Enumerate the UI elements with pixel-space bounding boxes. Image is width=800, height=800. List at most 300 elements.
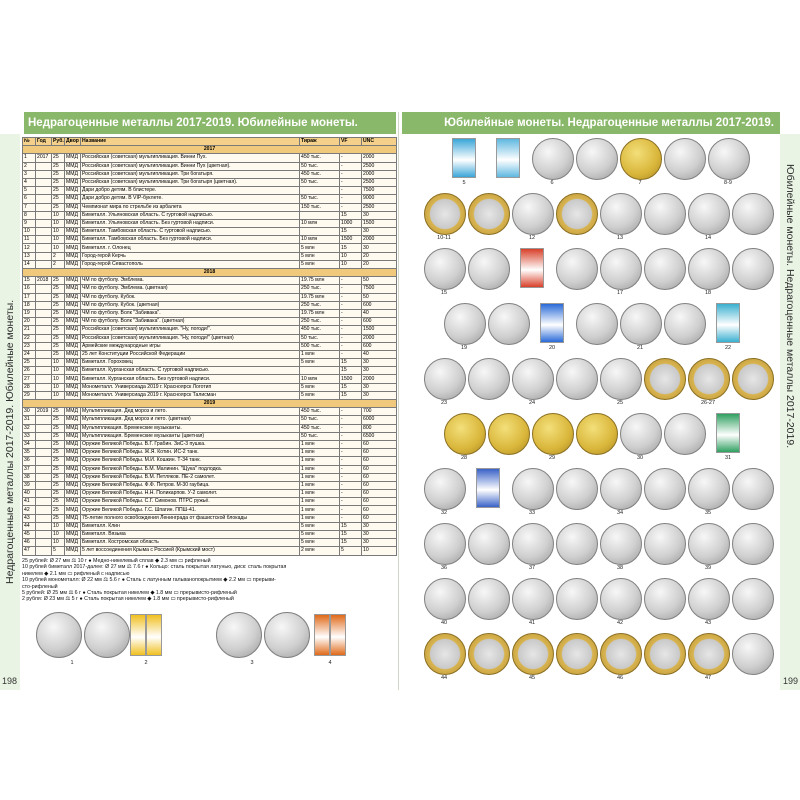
silver-coin-image	[664, 138, 706, 180]
table-cell: 25	[52, 285, 65, 293]
silver-coin-image	[732, 578, 774, 620]
coin-number-label: 12	[528, 235, 536, 241]
table-cell	[36, 539, 52, 547]
coin-packaging-image	[496, 138, 520, 178]
left-page	[0, 112, 399, 690]
table-cell: -	[340, 318, 362, 326]
table-cell	[300, 211, 340, 219]
silver-coin-image	[424, 248, 466, 290]
table-cell: 23	[23, 342, 36, 350]
table-cell: 7500	[362, 187, 397, 195]
silver-coin-image	[556, 358, 598, 400]
table-cell	[36, 236, 52, 244]
table-cell	[36, 350, 52, 358]
table-cell: 30	[362, 391, 397, 399]
table-cell: 60	[362, 449, 397, 457]
coin-number-label: 33	[528, 510, 536, 516]
table-cell: ММД	[65, 211, 81, 219]
table-cell: 600	[362, 301, 397, 309]
brass-coin-image	[532, 413, 574, 455]
bimetal-coin-image	[512, 633, 554, 675]
silver-coin-image	[84, 612, 130, 658]
coin-number-label: 28	[460, 455, 468, 461]
coin-number-label: 31	[724, 455, 732, 461]
table-row	[23, 350, 397, 358]
table-cell: ММД	[65, 432, 81, 440]
table-cell: 25	[52, 162, 65, 170]
coin-number-label: 41	[528, 620, 536, 626]
table-cell: 30	[23, 408, 36, 416]
table-cell: 15	[340, 244, 362, 252]
table-row	[23, 539, 397, 547]
table-cell: ММД	[65, 260, 81, 268]
table-cell	[36, 162, 52, 170]
table-cell: 21	[23, 326, 36, 334]
table-cell: 10	[52, 367, 65, 375]
table-cell: 60	[362, 490, 397, 498]
table-cell: 15	[340, 383, 362, 391]
coin-number-label: 36	[440, 565, 448, 571]
table-cell: 10	[52, 383, 65, 391]
bimetal-coin-image	[644, 633, 686, 675]
table-row	[23, 408, 397, 416]
year-label: 2019	[23, 400, 397, 408]
table-row	[23, 432, 397, 440]
spec-note: 10 рублей монометалл: Ø 22 мм ⚖ 5.6 г ● Сталь с латунным гальванопокрытием ◆ 2.2 мм ▭ прерыви-	[22, 577, 276, 584]
table-cell: 11	[23, 236, 36, 244]
table-cell	[36, 547, 52, 555]
table-cell: 10	[340, 252, 362, 260]
table-cell	[36, 301, 52, 309]
table-cell: 250 тыс.	[300, 285, 340, 293]
table-cell: Биметалл. Курганская область. Без гуртовой надписи.	[81, 375, 300, 383]
table-cell: 34	[23, 440, 36, 448]
table-cell: ММД	[65, 154, 81, 162]
table-cell: 60	[362, 506, 397, 514]
table-cell: -	[340, 449, 362, 457]
coin-number-label: 8-9	[724, 180, 732, 186]
spec-note: никелем ◆ 2.1 мм ▭ рифленый с надписью	[22, 570, 130, 577]
table-cell: 35	[23, 449, 36, 457]
table-cell	[36, 260, 52, 268]
table-cell: 600	[362, 342, 397, 350]
table-cell: 42	[23, 506, 36, 514]
table-row	[23, 416, 397, 424]
table-row	[23, 440, 397, 448]
table-cell: 25	[52, 293, 65, 301]
brass-coin-image	[444, 413, 486, 455]
silver-coin-image	[424, 523, 466, 565]
table-cell: 60	[362, 481, 397, 489]
table-row	[23, 301, 397, 309]
table-cell: 43	[23, 514, 36, 522]
coin-packaging-image	[520, 248, 544, 288]
table-cell: 2018	[36, 277, 52, 285]
table-cell: 27	[23, 375, 36, 383]
table-cell: ММД	[65, 449, 81, 457]
table-cell	[36, 252, 52, 260]
coin-number-label: 45	[528, 675, 536, 681]
table-cell: Биметалл. Ульяновская область. С гуртовой надписью.	[81, 211, 300, 219]
table-cell	[300, 228, 340, 236]
table-cell: 2	[52, 252, 65, 260]
coin-packaging-image	[330, 614, 346, 656]
illustration-label: 3	[250, 660, 254, 666]
table-cell: 47	[23, 547, 36, 555]
table-cell: 19.75 млн	[300, 293, 340, 301]
table-row	[23, 154, 397, 162]
silver-coin-image	[512, 468, 554, 510]
silver-coin-image	[532, 138, 574, 180]
table-cell: 28	[23, 383, 36, 391]
table-header-cell: Двор	[66, 138, 79, 145]
table-cell: ММД	[65, 457, 81, 465]
table-cell: 1 млн	[300, 440, 340, 448]
table-cell: Российская (советская) мультипликация. "Ну, погоди!".	[81, 326, 300, 334]
table-cell	[36, 432, 52, 440]
table-cell: 12	[23, 244, 36, 252]
table-cell: 250 тыс.	[300, 301, 340, 309]
table-cell: 25	[52, 473, 65, 481]
silver-coin-image	[468, 578, 510, 620]
bimetal-coin-image	[688, 358, 730, 400]
table-cell: 22	[23, 334, 36, 342]
spec-note: 2 рубля: Ø 23 мм ⚖ 5 г ● Сталь покрытая никелем ◆ 1.8 мм ▭ прерывисто-рифленый	[22, 596, 234, 603]
table-cell: 10	[52, 522, 65, 530]
table-cell: 1 млн	[300, 350, 340, 358]
year-section-row	[23, 269, 397, 277]
table-cell	[36, 187, 52, 195]
silver-coin-image	[600, 578, 642, 620]
table-row	[23, 244, 397, 252]
table-cell	[36, 531, 52, 539]
spec-note: сто-рифленый	[22, 583, 58, 590]
table-cell: 15	[340, 367, 362, 375]
table-cell: -	[340, 195, 362, 203]
year-label: 2017	[23, 146, 397, 154]
table-cell	[36, 506, 52, 514]
table-cell: 5 млн	[300, 539, 340, 547]
table-cell	[36, 457, 52, 465]
table-cell: 5 млн	[300, 391, 340, 399]
table-cell: ММД	[65, 162, 81, 170]
table-cell: 8	[23, 211, 36, 219]
table-cell: 5 млн	[300, 522, 340, 530]
table-cell: 16	[23, 285, 36, 293]
table-cell: ММД	[65, 416, 81, 424]
table-row	[23, 326, 397, 334]
table-cell: -	[340, 285, 362, 293]
year-section-row	[23, 400, 397, 408]
table-cell: Мультипликация. Дед мороз и лето. (цветная)	[81, 416, 300, 424]
table-cell: 5 млн	[300, 252, 340, 260]
table-cell: ММД	[65, 301, 81, 309]
table-row	[23, 236, 397, 244]
silver-coin-image	[732, 633, 774, 675]
silver-coin-image	[556, 523, 598, 565]
table-cell: Российская (советская) мультипликация. Три богатыря (цветная).	[81, 178, 300, 186]
table-cell	[36, 293, 52, 301]
table-cell: Город-герой Севастополь	[81, 260, 300, 268]
table-cell: 3	[23, 170, 36, 178]
table-cell	[36, 522, 52, 530]
table-cell: 50 тыс.	[300, 432, 340, 440]
table-cell: 25	[52, 203, 65, 211]
table-cell: 25	[52, 440, 65, 448]
table-row	[23, 170, 397, 178]
table-cell: Российская (советская) мультипликация. Винни Пух.	[81, 154, 300, 162]
coin-specs-notes	[22, 558, 394, 603]
table-cell: Оружие Великой Победы. Ж.Я. Котин. ИС-2 танк.	[81, 449, 300, 457]
table-cell: -	[340, 490, 362, 498]
table-cell: 10	[52, 244, 65, 252]
table-cell: 29	[23, 391, 36, 399]
table-cell: ММД	[65, 326, 81, 334]
silver-coin-image	[424, 578, 466, 620]
coin-number-label: 7	[638, 180, 642, 186]
table-cell: 10	[52, 391, 65, 399]
table-cell: 10	[52, 211, 65, 219]
left-page-header: Недрагоценные металлы 2017-2019. Юбилейные монеты.	[24, 112, 396, 134]
table-cell	[36, 342, 52, 350]
table-cell: 7	[23, 203, 36, 211]
silver-coin-image	[600, 358, 642, 400]
table-cell: Российская (советская) мультипликация. Три богатыря.	[81, 170, 300, 178]
table-row	[23, 490, 397, 498]
table-cell: 2500	[362, 203, 397, 211]
table-cell: 30	[362, 359, 397, 367]
table-cell: 15	[340, 539, 362, 547]
table-cell: ММД	[65, 440, 81, 448]
table-cell: ЧМ по футболу. Эмблема.	[81, 277, 300, 285]
silver-coin-image	[688, 248, 730, 290]
table-cell: 15	[340, 531, 362, 539]
table-cell: Мультипликация. Дед мороз и лето.	[81, 408, 300, 416]
coin-number-label: 35	[704, 510, 712, 516]
table-row	[23, 252, 397, 260]
table-cell: 25	[52, 301, 65, 309]
table-cell: ММД	[65, 375, 81, 383]
table-cell: ММД	[65, 531, 81, 539]
table-cell: ММД	[65, 309, 81, 317]
table-cell: ММД	[65, 350, 81, 358]
table-cell: 9	[23, 219, 36, 227]
table-cell: 20	[23, 318, 36, 326]
table-cell: 25	[23, 359, 36, 367]
table-cell: 5	[52, 547, 65, 555]
table-cell: 2019	[36, 408, 52, 416]
table-cell: 4	[23, 178, 36, 186]
bimetal-coin-image	[556, 193, 598, 235]
table-cell: 25	[52, 195, 65, 203]
table-cell: Биметалл. Курганская область. С гуртовой надписью.	[81, 367, 300, 375]
table-header-row	[23, 138, 397, 146]
table-cell: 25	[52, 350, 65, 358]
table-cell: 60	[362, 457, 397, 465]
table-cell: 5	[23, 187, 36, 195]
table-cell: -	[340, 481, 362, 489]
silver-coin-image	[688, 468, 730, 510]
table-row	[23, 522, 397, 530]
table-cell: 40	[362, 350, 397, 358]
right-page-header: Юбилейные монеты. Недрагоценные металлы 2017-2019.	[402, 112, 780, 134]
coin-number-label: 20	[548, 345, 556, 351]
table-cell: -	[340, 162, 362, 170]
table-cell: 25	[52, 465, 65, 473]
coin-number-label: 34	[616, 510, 624, 516]
table-cell: 24	[23, 350, 36, 358]
table-row	[23, 334, 397, 342]
table-cell: ММД	[65, 391, 81, 399]
coin-packaging-image	[476, 468, 500, 508]
bimetal-coin-image	[732, 358, 774, 400]
table-cell: ММД	[65, 195, 81, 203]
table-cell: 19.75 млн	[300, 277, 340, 285]
coin-number-label: 23	[440, 400, 448, 406]
table-cell: 450 тыс.	[300, 170, 340, 178]
table-cell: 800	[362, 424, 397, 432]
spec-note: 5 рублей: Ø 25 мм ⚖ 6 г ● Сталь покрытая никелем ◆ 1.8 мм ▭ прерывисто-рифленый	[22, 590, 237, 597]
table-cell: 25	[52, 178, 65, 186]
silver-coin-image	[512, 578, 554, 620]
table-cell	[36, 391, 52, 399]
table-cell	[36, 178, 52, 186]
table-cell: 10	[340, 260, 362, 268]
table-cell: 1 млн	[300, 457, 340, 465]
table-cell: 60	[362, 514, 397, 522]
silver-coin-image	[688, 193, 730, 235]
table-cell: 10	[52, 539, 65, 547]
page-number-right: 199	[782, 676, 798, 686]
table-cell: ММД	[65, 187, 81, 195]
table-cell: -	[340, 342, 362, 350]
bimetal-coin-image	[556, 633, 598, 675]
table-cell: 36	[23, 457, 36, 465]
table-cell: ММД	[65, 490, 81, 498]
table-cell: -	[340, 506, 362, 514]
coin-number-label: 29	[548, 455, 556, 461]
bimetal-coin-image	[468, 193, 510, 235]
coin-packaging-image	[314, 614, 330, 656]
table-cell: 2000	[362, 375, 397, 383]
table-cell: 2	[23, 162, 36, 170]
table-cell: -	[340, 440, 362, 448]
left-side-strip	[0, 134, 20, 690]
silver-coin-image	[732, 248, 774, 290]
coin-photo-grid	[422, 136, 778, 688]
table-cell	[36, 219, 52, 227]
table-cell: 2	[52, 260, 65, 268]
table-cell: 25	[52, 309, 65, 317]
table-cell	[36, 318, 52, 326]
table-cell: 1	[23, 154, 36, 162]
table-cell	[36, 498, 52, 506]
table-cell: -	[340, 457, 362, 465]
table-cell: -	[340, 424, 362, 432]
table-cell: 60	[362, 498, 397, 506]
table-cell: Биметалл. г. Олонец	[81, 244, 300, 252]
table-cell	[36, 211, 52, 219]
table-cell: 2500	[362, 162, 397, 170]
silver-coin-image	[644, 248, 686, 290]
coin-number-label: 47	[704, 675, 712, 681]
table-cell: Мультипликация. Бременские музыканты.	[81, 424, 300, 432]
table-row	[23, 481, 397, 489]
table-cell: 13	[23, 252, 36, 260]
silver-coin-image	[644, 193, 686, 235]
table-cell: 50 тыс.	[300, 162, 340, 170]
table-cell: ММД	[65, 359, 81, 367]
coin-number-label: 37	[528, 565, 536, 571]
silver-coin-image	[264, 612, 310, 658]
table-cell: 6000	[362, 416, 397, 424]
bimetal-coin-image	[644, 358, 686, 400]
table-cell	[300, 187, 340, 195]
coin-number-label: 10-11	[437, 235, 451, 241]
table-header-cell: VF	[340, 138, 362, 146]
year-label: 2018	[23, 269, 397, 277]
table-cell	[36, 367, 52, 375]
coin-catalog-table	[22, 137, 397, 556]
coin-number-label: 24	[528, 400, 536, 406]
coin-number-label: 6	[550, 180, 554, 186]
bimetal-coin-image	[424, 633, 466, 675]
table-cell: ММД	[65, 367, 81, 375]
table-cell: Биметалл. Гороховец	[81, 359, 300, 367]
coin-number-label: 5	[462, 180, 466, 186]
silver-coin-image	[468, 248, 510, 290]
table-cell: 45	[23, 531, 36, 539]
table-cell: Биметалл. Клин	[81, 522, 300, 530]
table-cell: -	[340, 465, 362, 473]
coin-packaging-image	[130, 614, 146, 656]
coin-packaging-image	[716, 413, 740, 453]
coin-packaging-image	[146, 614, 162, 656]
table-cell	[36, 334, 52, 342]
table-cell: 2 млн	[300, 547, 340, 555]
silver-coin-image	[424, 468, 466, 510]
table-cell: ЧМ по футболу. Кубок.	[81, 293, 300, 301]
table-cell: 1 млн	[300, 473, 340, 481]
table-cell: -	[340, 408, 362, 416]
table-cell: 1500	[340, 236, 362, 244]
table-cell: -	[340, 293, 362, 301]
table-cell: 10	[52, 228, 65, 236]
silver-coin-image	[664, 413, 706, 455]
table-cell: 150 тыс.	[300, 203, 340, 211]
table-row	[23, 383, 397, 391]
coin-packaging-image	[540, 303, 564, 343]
table-header-cell: UNC	[362, 138, 397, 146]
table-row	[23, 285, 397, 293]
table-cell: ММД	[65, 277, 81, 285]
table-cell: 18	[23, 301, 36, 309]
table-cell: 10	[52, 375, 65, 383]
silver-coin-image	[468, 358, 510, 400]
table-cell: -	[340, 170, 362, 178]
table-cell: 25	[52, 449, 65, 457]
table-cell: 15	[23, 277, 36, 285]
table-cell: ММД	[65, 539, 81, 547]
table-cell: 50 тыс.	[300, 178, 340, 186]
table-row	[23, 531, 397, 539]
silver-coin-image	[644, 523, 686, 565]
table-cell: 5 лет воссоединения Крыма с Россией (Крымский мост)	[81, 547, 300, 555]
table-row	[23, 187, 397, 195]
table-cell: 1 млн	[300, 506, 340, 514]
table-cell: 15	[340, 391, 362, 399]
table-cell: 60	[362, 465, 397, 473]
